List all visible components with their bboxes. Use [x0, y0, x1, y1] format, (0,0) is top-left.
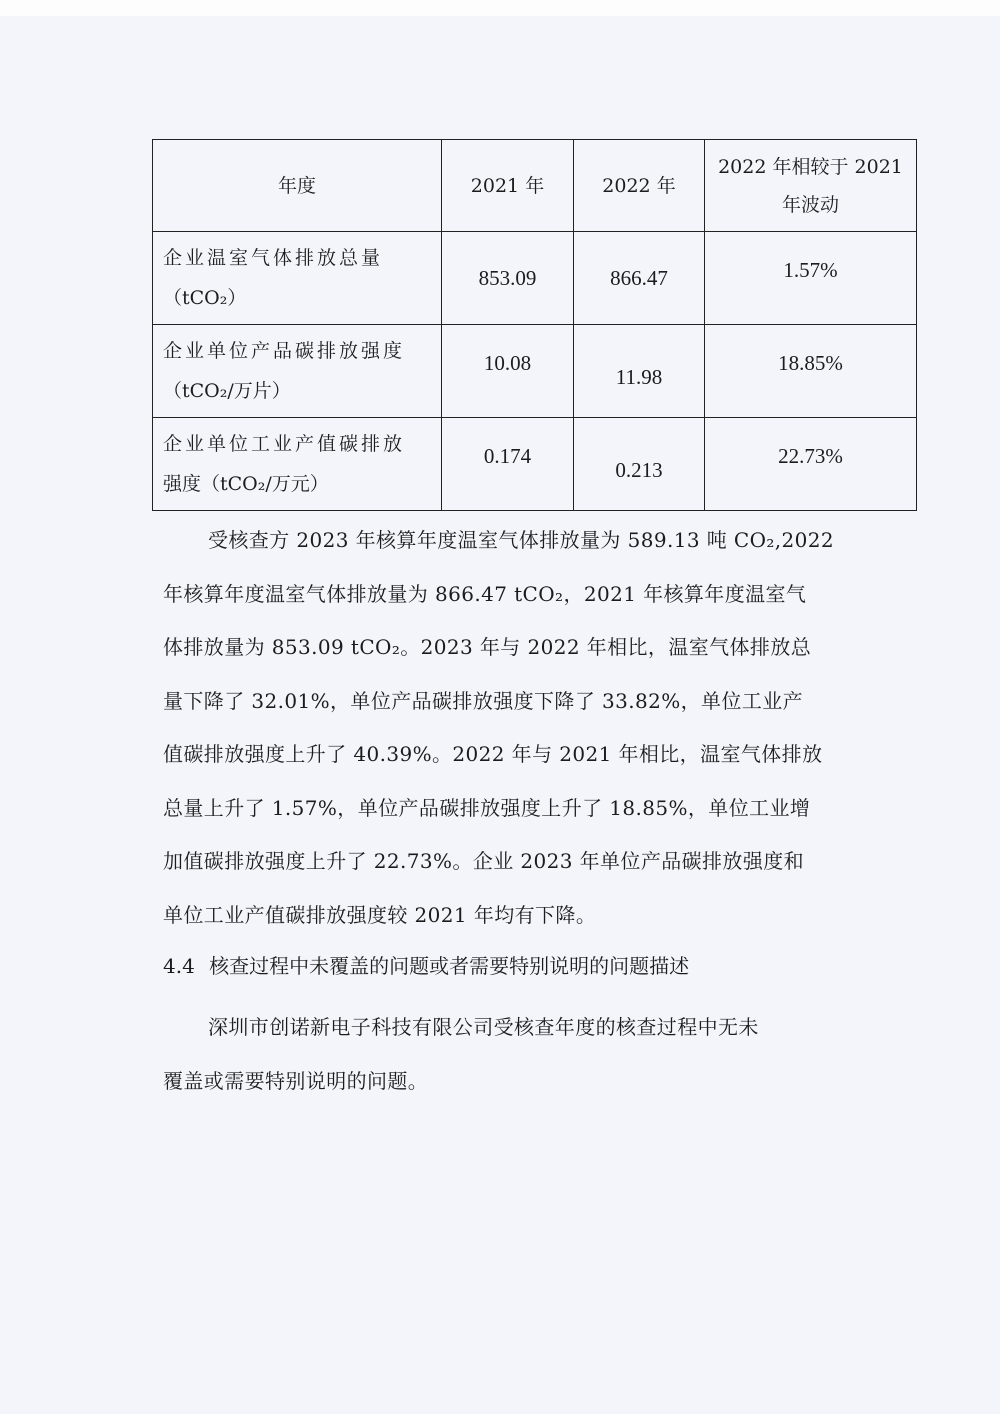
section-title: 核查过程中未覆盖的问题或者需要特别说明的问题描述	[209, 954, 690, 978]
value-text: 0.213	[615, 458, 663, 482]
paragraph-line: 单位工业产值碳排放强度较 2021 年均有下降。	[163, 902, 597, 927]
row-label-unit: （tCO₂/万片）	[163, 380, 291, 402]
value-text: 10.08	[483, 351, 532, 375]
header-fluctuation-line1: 2022 年相较于 2021	[718, 155, 903, 178]
row-label-text: 企业单位产品碳排放强度	[163, 340, 406, 362]
paragraph-line: 受核查方 2023 年核算年度温室气体排放量为 589.13 吨 CO₂,2022	[208, 528, 835, 552]
value-2021	[442, 325, 574, 418]
row-label	[153, 418, 442, 511]
row-label-unit: （tCO₂）	[163, 287, 247, 309]
section-heading	[163, 946, 689, 986]
paragraph-line: 加值碳排放强度上升了 22.73%。企业 2023 年单位产品碳排放强度和	[163, 849, 805, 873]
change-text: 18.85%	[778, 351, 843, 375]
value-text: 11.98	[615, 365, 663, 389]
header-fluctuation-line2: 年波动	[781, 193, 839, 216]
scan-top-margin	[0, 0, 1000, 16]
value-2022: 866.47	[574, 232, 705, 325]
value-2022	[574, 325, 705, 418]
header-2022: 2022 年	[574, 140, 705, 232]
value-2021: 853.09	[442, 232, 574, 325]
row-label-text: 企业温室气体排放总量	[163, 247, 384, 269]
header-year: 年度	[153, 140, 442, 232]
paragraph-line: 深圳市创诺新电子科技有限公司受核查年度的核查过程中无未	[208, 1015, 759, 1039]
paragraph-line: 总量上升了 1.57%，单位产品碳排放强度上升了 18.85%，单位工业增	[163, 795, 811, 820]
row-label-unit: 强度（tCO₂/万元）	[163, 473, 329, 495]
value-2021	[442, 418, 574, 511]
row-label	[153, 232, 442, 325]
section-number: 4.4	[163, 954, 195, 978]
paragraph-line: 覆盖或需要特别说明的问题。	[163, 1068, 429, 1093]
paragraph-line: 值碳排放强度上升了 40.39%。2022 年与 2021 年相比，温室气体排放	[163, 742, 823, 766]
change-value	[705, 418, 917, 511]
change-value	[705, 325, 917, 418]
table-header-row	[153, 140, 917, 232]
emissions-summary-paragraph	[163, 514, 863, 942]
change-text: 1.57%	[783, 258, 838, 282]
table-row	[153, 232, 917, 325]
table-row	[153, 325, 917, 418]
row-label-text: 企业单位工业产值碳排放	[163, 433, 406, 455]
paragraph-line: 量下降了 32.01%，单位产品碳排放强度下降了 33.82%，单位工业产	[163, 688, 804, 713]
change-value	[705, 232, 917, 325]
header-fluctuation	[705, 140, 917, 232]
paragraph-line: 体排放量为 853.09 tCO₂。2023 年与 2022 年相比，温室气体排放总	[163, 635, 812, 659]
table-row	[153, 418, 917, 511]
uncovered-issues-paragraph	[163, 1001, 863, 1108]
paragraph-line: 年核算年度温室气体排放量为 866.47 tCO₂，2021 年核算年度温室气	[163, 581, 807, 606]
row-label	[153, 325, 442, 418]
header-2021: 2021 年	[442, 140, 574, 232]
emissions-comparison-table	[152, 139, 917, 511]
value-text: 0.174	[483, 444, 532, 468]
change-text: 22.73%	[778, 444, 843, 468]
value-2022	[574, 418, 705, 511]
